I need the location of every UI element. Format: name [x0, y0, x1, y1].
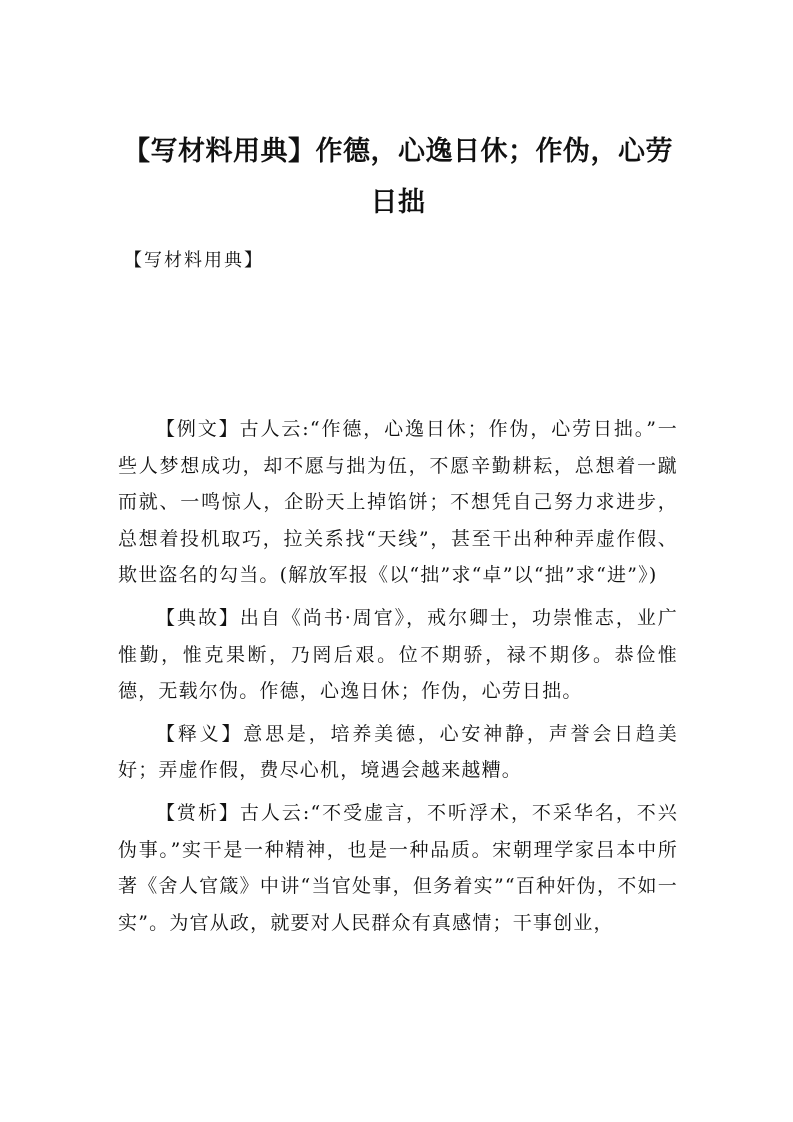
paragraph-example: 【例文】古人云:“作德，心逸日休；作伪，心劳日拙。”一些人梦想成功，却不愿与拙为伍，不愿辛勤耕耘，总想着一蹴而就、一鸣惊人，企盼天上掉馅饼；不想凭自己努力求进步，总想着投机取巧，拉关系找“天线”，甚至干出种种弄虚作假、欺世盗名的勾当。(解放军报《以“拙”求“卓”以“拙”求“进”》): [118, 418, 678, 587]
section-subheading: 【写材料用典】: [124, 250, 264, 271]
document-body: [118, 411, 678, 941]
paragraph-meaning: 【释义】意思是，培养美德，心安神静，声誉会日趋美好；弄虚作假，费尽心机，境遇会越来越糟。: [118, 722, 678, 782]
paragraph-allusion: 【典故】出自《尚书·周官》，戒尔卿士，功崇惟志，业广惟勤，惟克果断，乃罔后艰。位不期骄，禄不期侈。恭俭惟德，无载尔伪。作德，心逸日休；作伪，心劳日拙。: [118, 606, 678, 703]
document-title: 【写材料用典】作德，心逸日休；作伪，心劳日拙: [123, 136, 673, 218]
paragraph-appreciation: 【赏析】古人云:“不受虚言，不听浮术，不采华名，不兴伪事。”实干是一种精神，也是一种品质。宋朝理学家吕本中所著《舍人官箴》中讲“当官处事，但务着实”“百种奸伪，不如一实”。为官从政，就要对人民群众有真感情；干事创业，: [118, 801, 678, 934]
